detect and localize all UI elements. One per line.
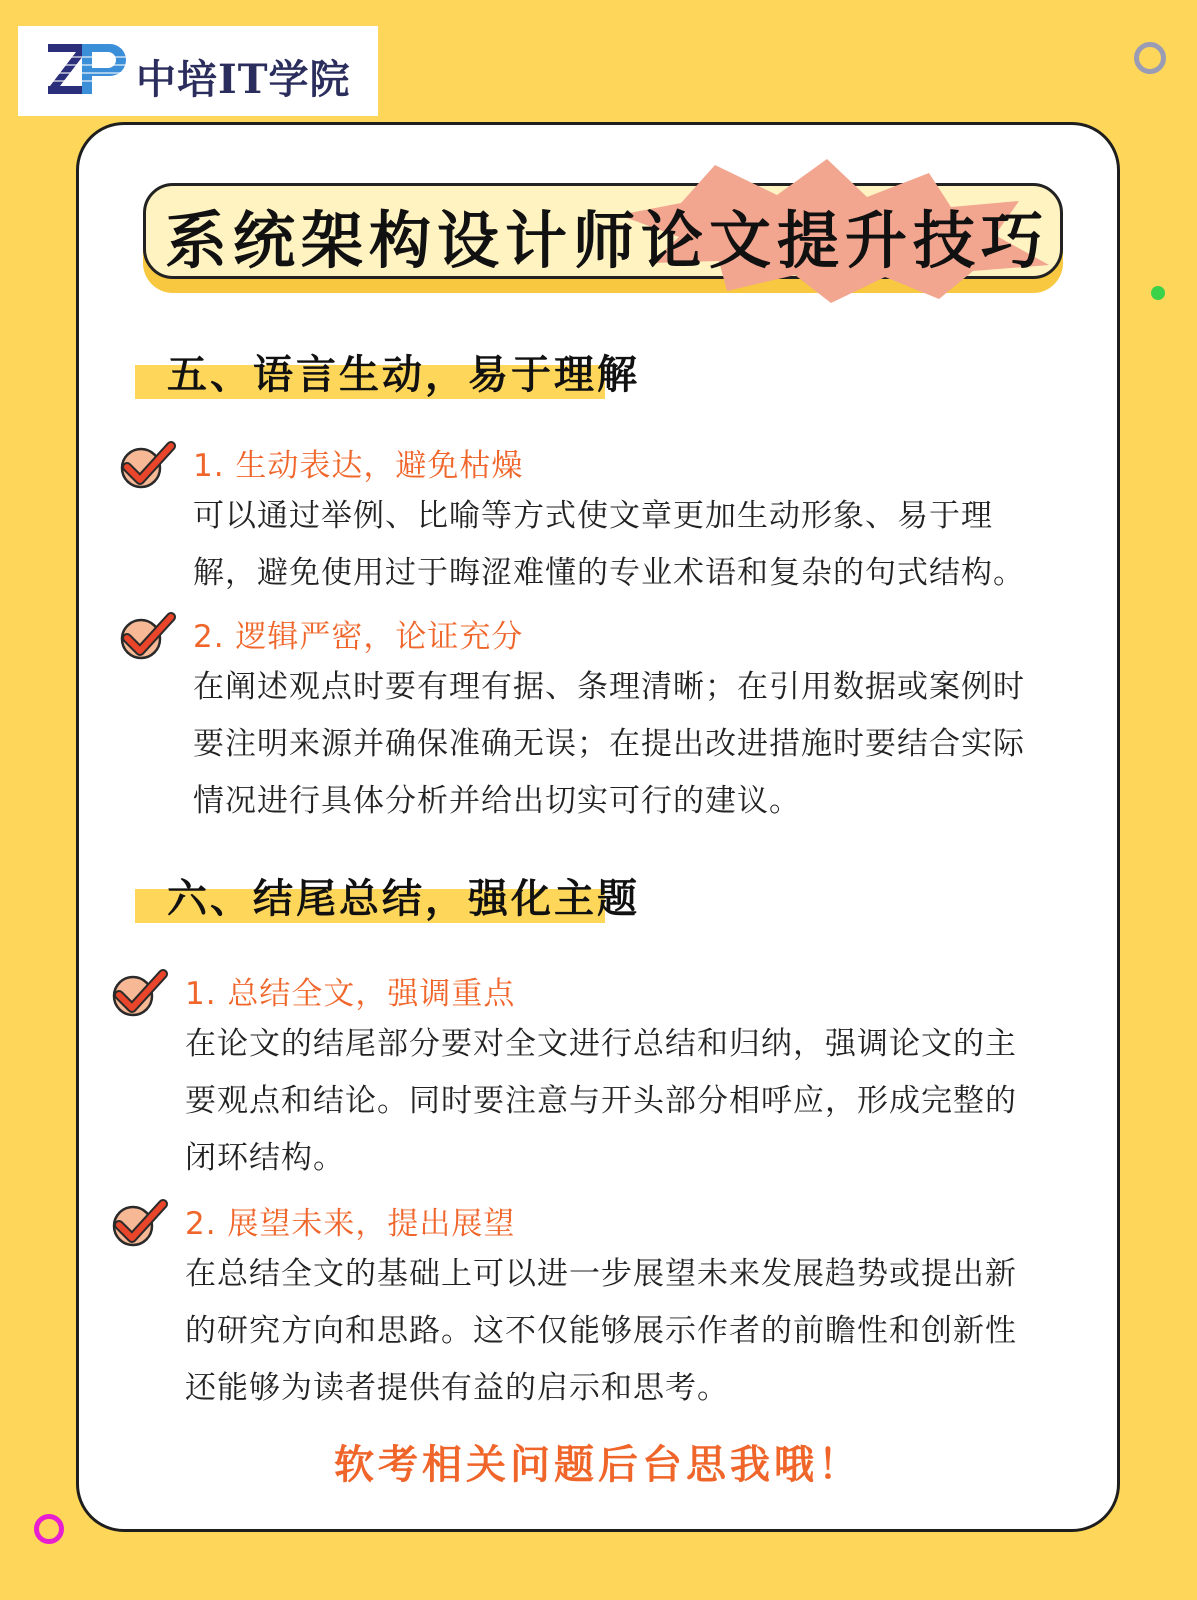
check-badge-icon xyxy=(107,968,169,1018)
page-title: 系统架构设计师论文提升技巧 xyxy=(165,204,1050,277)
zp-logo-icon xyxy=(46,40,130,102)
item-body: 在总结全文的基础上可以进一步展望未来发展趋势或提出新 的研究方向和思路。这不仅能够展示作者的前瞻性和创新性 还能够为读者提供有益的启示和思考。 xyxy=(185,1256,1017,1406)
item-title: 1. 生动表达，避免枯燥 xyxy=(193,448,524,484)
gray-ring-decoration xyxy=(1134,42,1166,74)
brand-logo xyxy=(18,26,378,116)
magenta-ring-decoration xyxy=(34,1514,64,1544)
item-title: 2. 逻辑严密，论证充分 xyxy=(193,619,524,655)
item-title: 1. 总结全文，强调重点 xyxy=(185,976,516,1012)
content-card: 系统架构设计师论文提升技巧 五、语言生动，易于理解 1. 生动表达，避免枯燥 可以通过举例、比喻等方式使文章更加生动形象、易于理 解，避免使用过于晦涩难懂的专业术语和复杂的句式结构。 2. 逻辑严密，论证充分 在阐述观点时要有理有据、条理清晰；在引用数据或案例时 要注明来源并确保准确无误；在提出改进措施时要结合实际 情况进行具体分析并给出切实可行的建议。 六、结尾总结，强化主题 1. 总结全文，强调重点 在论文的结尾部分要对全文进行总结和归纳，强调论文的主 要观点和结论。同时要注意与开头部分相呼应，形成完整的 闭环结构。 2. 展望未来，提出展望 在总结全文的基础上可以进一步展望未来发展趋势或提出新 的研究方向和思路。这不仅能够展示作者的前瞻性和创新性 还能够为读者提供有益的启示和思考。 软考相关问题后台思我哦！ xyxy=(76,122,1120,1532)
check-badge-icon xyxy=(107,1198,169,1248)
brand-name: 中培IT学院 xyxy=(136,56,351,103)
green-dot-decoration xyxy=(1151,286,1165,300)
item-body: 在阐述观点时要有理有据、条理清晰；在引用数据或案例时 要注明来源并确保准确无误；在提出改进措施时要结合实际 情况进行具体分析并给出切实可行的建议。 xyxy=(193,669,1025,819)
item-title: 2. 展望未来，提出展望 xyxy=(185,1206,516,1242)
item-body: 在论文的结尾部分要对全文进行总结和归纳，强调论文的主 要观点和结论。同时要注意与开头部分相呼应，形成完整的 闭环结构。 xyxy=(185,1026,1017,1176)
check-badge-icon xyxy=(115,611,177,661)
footer-call-to-action: 软考相关问题后台思我哦！ xyxy=(334,1442,862,1488)
item-body: 可以通过举例、比喻等方式使文章更加生动形象、易于理 解，避免使用过于晦涩难懂的专业术语和复杂的句式结构。 xyxy=(193,498,1025,591)
check-badge-icon xyxy=(115,440,177,490)
